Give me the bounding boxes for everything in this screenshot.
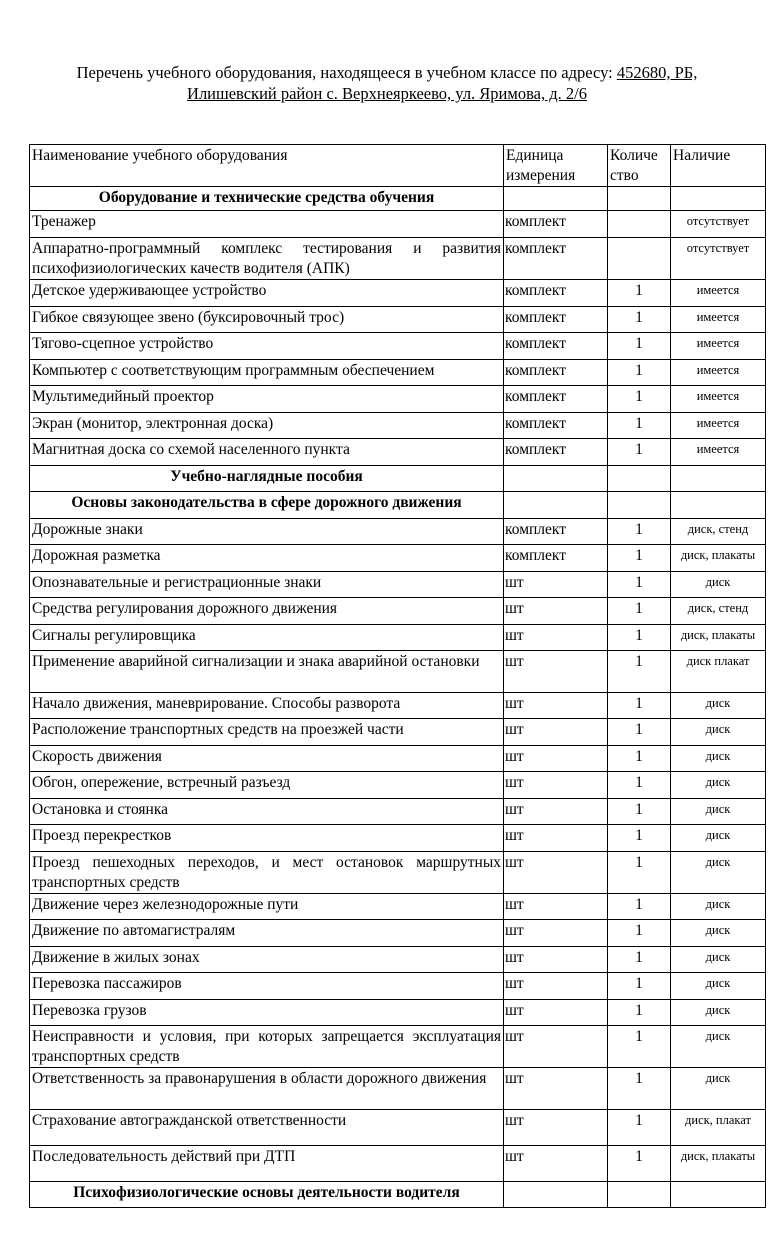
table-row	[30, 1026, 766, 1068]
cell-qty	[608, 1182, 671, 1208]
cell-availability: диск	[671, 746, 766, 772]
cell-qty: 1	[608, 1000, 671, 1026]
cell-qty: 1	[608, 947, 671, 973]
cell-qty: 1	[608, 360, 671, 386]
cell-name: Тренажер	[30, 211, 504, 238]
cell-unit: шт	[504, 693, 608, 719]
cell-availability: отсутствует	[671, 211, 766, 238]
cell-availability: диск, плакат	[671, 1110, 766, 1146]
cell-availability: диск	[671, 825, 766, 852]
cell-name: Учебно-наглядные пособия	[30, 466, 504, 492]
table-row	[30, 360, 766, 386]
cell-unit: шт	[504, 598, 608, 625]
table-row	[30, 211, 766, 238]
cell-name: Компьютер с соответствующим программным обеспечением	[30, 360, 504, 386]
cell-qty: 1	[608, 1110, 671, 1146]
table-row	[30, 920, 766, 947]
cell-qty: 1	[608, 1026, 671, 1068]
table-row	[30, 772, 766, 799]
table-row	[30, 852, 766, 894]
cell-qty	[608, 466, 671, 492]
cell-name: Обгон, опережение, встречный разъезд	[30, 772, 504, 799]
table-row	[30, 307, 766, 333]
cell-availability: диск	[671, 852, 766, 894]
cell-availability	[671, 492, 766, 519]
cell-availability: диск, плакаты	[671, 545, 766, 572]
cell-name: Средства регулирования дорожного движения	[30, 598, 504, 625]
cell-availability: диск	[671, 719, 766, 746]
cell-availability: диск	[671, 1068, 766, 1110]
cell-name: Сигналы регулировщика	[30, 625, 504, 651]
cell-unit: комплект	[504, 307, 608, 333]
cell-name: Оборудование и технические средства обучения	[30, 187, 504, 211]
cell-qty: 1	[608, 799, 671, 825]
cell-name: Применение аварийной сигнализации и знака аварийной остановки	[30, 651, 504, 693]
cell-unit: шт	[504, 894, 608, 920]
cell-qty: 1	[608, 973, 671, 1000]
cell-availability: диск	[671, 572, 766, 598]
cell-qty: 1	[608, 625, 671, 651]
cell-availability: диск	[671, 1000, 766, 1026]
table-row	[30, 238, 766, 280]
table-row	[30, 598, 766, 625]
cell-name: Психофизиологические основы деятельности водителя	[30, 1182, 504, 1208]
cell-unit: комплект	[504, 238, 608, 280]
cell-qty: 1	[608, 1146, 671, 1182]
cell-unit: шт	[504, 1000, 608, 1026]
cell-availability: диск, стенд	[671, 519, 766, 545]
cell-availability: диск	[671, 1026, 766, 1068]
cell-name: Скорость движения	[30, 746, 504, 772]
cell-availability	[671, 1182, 766, 1208]
cell-qty: 1	[608, 693, 671, 719]
cell-name: Перевозка грузов	[30, 1000, 504, 1026]
cell-qty: 1	[608, 920, 671, 947]
cell-availability: диск	[671, 693, 766, 719]
equipment-table	[29, 144, 766, 1208]
cell-availability: имеется	[671, 386, 766, 413]
cell-unit: шт	[504, 852, 608, 894]
section-row	[30, 492, 766, 519]
cell-availability: имеется	[671, 360, 766, 386]
title-line-1	[0, 62, 774, 83]
cell-qty: 1	[608, 825, 671, 852]
cell-qty: 1	[608, 386, 671, 413]
table-header-row	[30, 145, 766, 187]
cell-unit: шт	[504, 799, 608, 825]
cell-qty	[608, 187, 671, 211]
table-row	[30, 572, 766, 598]
cell-unit: комплект	[504, 545, 608, 572]
table-row	[30, 413, 766, 439]
cell-availability: диск	[671, 920, 766, 947]
table-row	[30, 973, 766, 1000]
cell-unit: шт	[504, 1026, 608, 1068]
cell-qty: 1	[608, 333, 671, 360]
cell-qty: 1	[608, 598, 671, 625]
cell-unit: комплект	[504, 413, 608, 439]
cell-availability: диск, плакаты	[671, 625, 766, 651]
cell-availability: имеется	[671, 280, 766, 307]
cell-qty: 1	[608, 307, 671, 333]
cell-qty: 1	[608, 413, 671, 439]
cell-qty: 1	[608, 651, 671, 693]
cell-name: Проезд перекрестков	[30, 825, 504, 852]
cell-name: Начало движения, маневрирование. Способы разворота	[30, 693, 504, 719]
cell-name: Последовательность действий при ДТП	[30, 1146, 504, 1182]
cell-unit	[504, 1182, 608, 1208]
table-row	[30, 545, 766, 572]
cell-availability: диск	[671, 772, 766, 799]
title-address-postal: 452680, РБ,	[616, 63, 698, 82]
header-name: Наименование учебного оборудования	[30, 145, 504, 187]
table-row	[30, 1146, 766, 1182]
section-row	[30, 466, 766, 492]
cell-unit: комплект	[504, 333, 608, 360]
cell-qty: 1	[608, 772, 671, 799]
cell-availability: имеется	[671, 333, 766, 360]
header-availability: Наличие	[671, 145, 766, 187]
cell-unit: шт	[504, 625, 608, 651]
cell-unit	[504, 492, 608, 519]
table-row	[30, 625, 766, 651]
cell-availability: имеется	[671, 413, 766, 439]
table-row	[30, 386, 766, 413]
cell-availability	[671, 466, 766, 492]
cell-unit	[504, 466, 608, 492]
cell-unit: шт	[504, 746, 608, 772]
table-row	[30, 1110, 766, 1146]
cell-qty: 1	[608, 280, 671, 307]
table-row	[30, 693, 766, 719]
cell-qty: 1	[608, 572, 671, 598]
cell-name: Движение в жилых зонах	[30, 947, 504, 973]
cell-qty	[608, 238, 671, 280]
header-qty: Количе ство	[608, 145, 671, 187]
cell-name: Экран (монитор, электронная доска)	[30, 413, 504, 439]
cell-unit: шт	[504, 719, 608, 746]
cell-unit: шт	[504, 947, 608, 973]
cell-unit: комплект	[504, 211, 608, 238]
cell-unit: шт	[504, 651, 608, 693]
table-row	[30, 947, 766, 973]
cell-unit: шт	[504, 1110, 608, 1146]
cell-name: Расположение транспортных средств на проезжей части	[30, 719, 504, 746]
cell-qty	[608, 492, 671, 519]
cell-qty: 1	[608, 852, 671, 894]
cell-availability: диск, плакаты	[671, 1146, 766, 1182]
cell-name: Мультимедийный проектор	[30, 386, 504, 413]
cell-unit: шт	[504, 1146, 608, 1182]
table-row	[30, 280, 766, 307]
cell-name: Дорожная разметка	[30, 545, 504, 572]
table-row	[30, 894, 766, 920]
cell-qty: 1	[608, 439, 671, 466]
cell-name: Магнитная доска со схемой населенного пункта	[30, 439, 504, 466]
cell-unit: комплект	[504, 519, 608, 545]
cell-name: Аппаратно-программный комплекс тестирования и развития психофизиологических качеств водителя (АПК)	[30, 238, 504, 280]
table-row	[30, 825, 766, 852]
cell-name: Движение через железнодорожные пути	[30, 894, 504, 920]
cell-name: Неисправности и условия, при которых запрещается эксплуатация транспортных средств	[30, 1026, 504, 1068]
table-row	[30, 799, 766, 825]
table-row	[30, 651, 766, 693]
cell-qty	[608, 211, 671, 238]
cell-unit: комплект	[504, 386, 608, 413]
cell-qty: 1	[608, 1068, 671, 1110]
cell-availability: диск	[671, 799, 766, 825]
cell-availability: имеется	[671, 307, 766, 333]
table-row	[30, 719, 766, 746]
cell-availability	[671, 187, 766, 211]
cell-qty: 1	[608, 746, 671, 772]
table-row	[30, 519, 766, 545]
cell-qty: 1	[608, 519, 671, 545]
cell-availability: диск плакат	[671, 651, 766, 693]
cell-qty: 1	[608, 545, 671, 572]
cell-unit: шт	[504, 920, 608, 947]
cell-availability: отсутствует	[671, 238, 766, 280]
cell-name: Перевозка пассажиров	[30, 973, 504, 1000]
cell-unit	[504, 187, 608, 211]
cell-name: Движение по автомагистралям	[30, 920, 504, 947]
table-row	[30, 1068, 766, 1110]
cell-name: Опознавательные и регистрационные знаки	[30, 572, 504, 598]
cell-name: Страхование автогражданской ответственности	[30, 1110, 504, 1146]
cell-qty: 1	[608, 894, 671, 920]
document-title	[0, 62, 774, 104]
cell-unit: шт	[504, 973, 608, 1000]
cell-availability: диск	[671, 947, 766, 973]
table-row	[30, 746, 766, 772]
cell-name: Гибкое связующее звено (буксировочный трос)	[30, 307, 504, 333]
cell-availability: диск, стенд	[671, 598, 766, 625]
cell-unit: комплект	[504, 360, 608, 386]
header-unit: Единица измерения	[504, 145, 608, 187]
table-row	[30, 1000, 766, 1026]
title-address-street: Илишевский район с. Верхнеяркеево, ул. Яримова, д. 2/6	[187, 84, 587, 103]
cell-name: Дорожные знаки	[30, 519, 504, 545]
cell-name: Основы законодательства в сфере дорожного движения	[30, 492, 504, 519]
section-row	[30, 187, 766, 211]
section-row	[30, 1182, 766, 1208]
table-row	[30, 333, 766, 360]
cell-name: Детское удерживающее устройство	[30, 280, 504, 307]
cell-unit: шт	[504, 825, 608, 852]
cell-availability: диск	[671, 973, 766, 1000]
cell-name: Тягово-сцепное устройство	[30, 333, 504, 360]
cell-unit: шт	[504, 772, 608, 799]
cell-unit: комплект	[504, 439, 608, 466]
table-row	[30, 439, 766, 466]
cell-availability: диск	[671, 894, 766, 920]
cell-qty: 1	[608, 719, 671, 746]
cell-unit: шт	[504, 1068, 608, 1110]
cell-unit: комплект	[504, 280, 608, 307]
cell-name: Ответственность за правонарушения в области дорожного движения	[30, 1068, 504, 1110]
cell-name: Проезд пешеходных переходов, и мест остановок маршрутных транспортных средств	[30, 852, 504, 894]
cell-name: Остановка и стоянка	[30, 799, 504, 825]
cell-unit: шт	[504, 572, 608, 598]
title-prefix: Перечень учебного оборудования, находящееся в учебном классе по адресу:	[76, 63, 617, 82]
cell-availability: имеется	[671, 439, 766, 466]
